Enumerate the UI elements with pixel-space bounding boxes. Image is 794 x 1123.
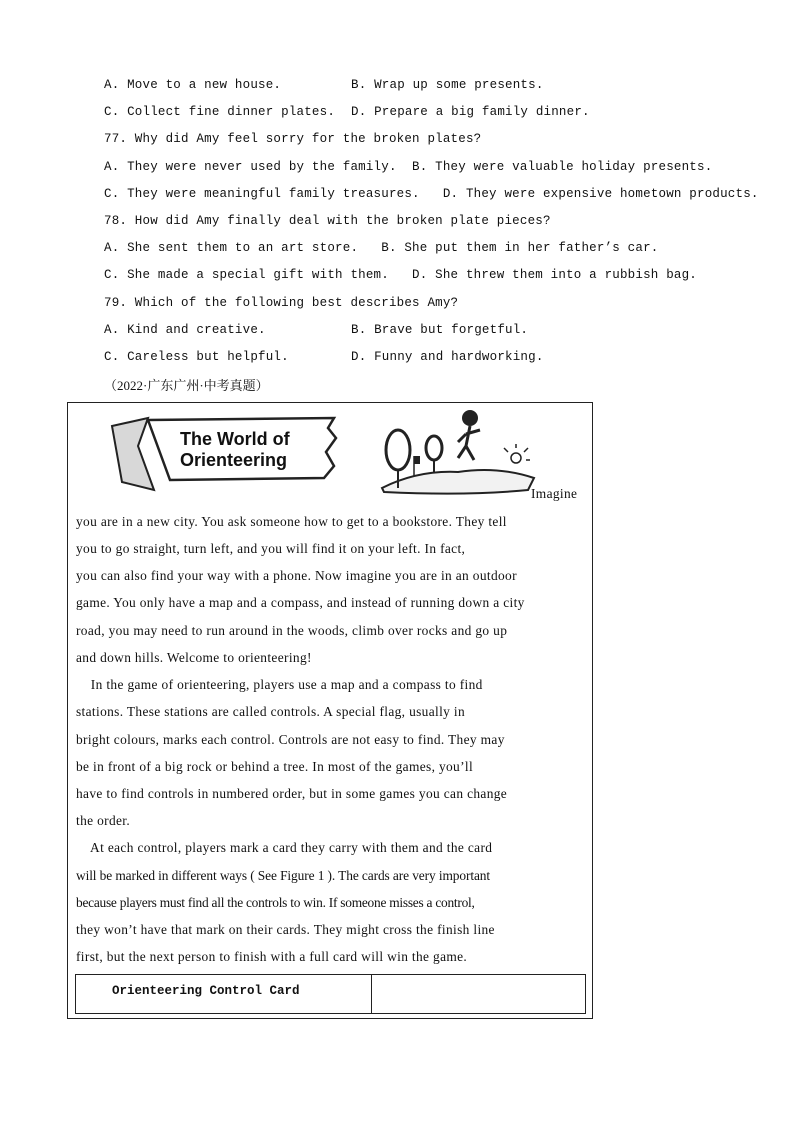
question-78: 78. How did Amy finally deal with the broken plate pieces? bbox=[104, 214, 551, 228]
runner-illustration bbox=[378, 406, 538, 498]
option-a: A. Move to a new house. bbox=[104, 78, 282, 92]
question-77: 77. Why did Amy feel sorry for the broken plates? bbox=[104, 132, 482, 146]
title-banner bbox=[108, 416, 338, 496]
passage-line: first, but the next person to finish with a full card will win the game. bbox=[76, 949, 468, 964]
question-79: 79. Which of the following best describes Amy? bbox=[104, 296, 459, 310]
runner-body-icon bbox=[458, 426, 480, 460]
banner-scroll bbox=[148, 418, 336, 480]
banner-scroll-curl bbox=[112, 418, 154, 490]
passage-line: road, you may need to run around in the woods, climb over rocks and go up bbox=[76, 623, 508, 638]
q79-option-b: B. Brave but forgetful. bbox=[351, 323, 529, 337]
small-tree-icon bbox=[426, 436, 442, 460]
passage-line: and down hills. Welcome to orienteering! bbox=[76, 650, 312, 665]
passage-line: bright colours, marks each control. Controls are not easy to find. They may bbox=[76, 732, 505, 747]
passage-line: At each control, players mark a card they carry with them and the card bbox=[76, 840, 493, 855]
q78-options-ab: A. She sent them to an art store. B. She put them in her father’s car. bbox=[104, 241, 659, 255]
option-c: C. Collect fine dinner plates. bbox=[104, 105, 336, 119]
passage-line: you are in a new city. You ask someone how to get to a bookstore. They tell bbox=[76, 514, 507, 529]
q79-option-d: D. Funny and hardworking. bbox=[351, 350, 544, 364]
flag-icon bbox=[414, 456, 420, 464]
passage-line: because players must find all the controls to win. If someone misses a control, bbox=[76, 895, 475, 910]
q77-options-cd: C. They were meaningful family treasures. D. They were expensive hometown products. bbox=[104, 187, 759, 201]
passage-line: have to find controls in numbered order, but in some games you can change bbox=[76, 786, 508, 801]
q79-option-c: C. Careless but helpful. bbox=[104, 350, 289, 364]
passage-line: you to go straight, turn left, and you will find it on your left. In fact, bbox=[76, 541, 466, 556]
banner-title-line1: The World of bbox=[180, 429, 290, 449]
tree-icon bbox=[386, 430, 410, 470]
passage-line: be in front of a big rock or behind a tree. In most of the games, you’ll bbox=[76, 759, 474, 774]
ground-icon bbox=[382, 470, 534, 494]
passage-line: will be marked in different ways ( See Figure 1 ). The cards are very important bbox=[76, 868, 491, 883]
q77-options-ab: A. They were never used by the family. B. They were valuable holiday presents. bbox=[104, 160, 713, 174]
sun-icon bbox=[511, 453, 521, 463]
passage-line: In the game of orienteering, players use a map and a compass to find bbox=[76, 677, 483, 692]
q79-option-a: A. Kind and creative. bbox=[104, 323, 266, 337]
passage-line: game. You only have a map and a compass, and instead of running down a city bbox=[76, 595, 525, 610]
q78-options-cd: C. She made a special gift with them. D. She threw them into a rubbish bag. bbox=[104, 268, 697, 282]
source-label: （2022·广东广州·中考真题） bbox=[104, 378, 269, 393]
option-b: B. Wrap up some presents. bbox=[351, 78, 544, 92]
runner-head-icon bbox=[462, 410, 478, 426]
passage-line: stations. These stations are called controls. A special flag, usually in bbox=[76, 704, 466, 719]
passage-line: the order. bbox=[76, 813, 131, 828]
table-header-cell: Orienteering Control Card bbox=[76, 975, 372, 1013]
control-card-table bbox=[75, 974, 586, 1014]
passage-line: Imagine bbox=[531, 486, 578, 501]
option-d: D. Prepare a big family dinner. bbox=[351, 105, 590, 119]
passage-line: you can also find your way with a phone. Now imagine you are in an outdoor bbox=[76, 568, 517, 583]
passage-line: they won’t have that mark on their cards. They might cross the finish line bbox=[76, 922, 495, 937]
table-empty-cell bbox=[372, 975, 585, 1013]
banner-title-line2: Orienteering bbox=[180, 450, 288, 470]
